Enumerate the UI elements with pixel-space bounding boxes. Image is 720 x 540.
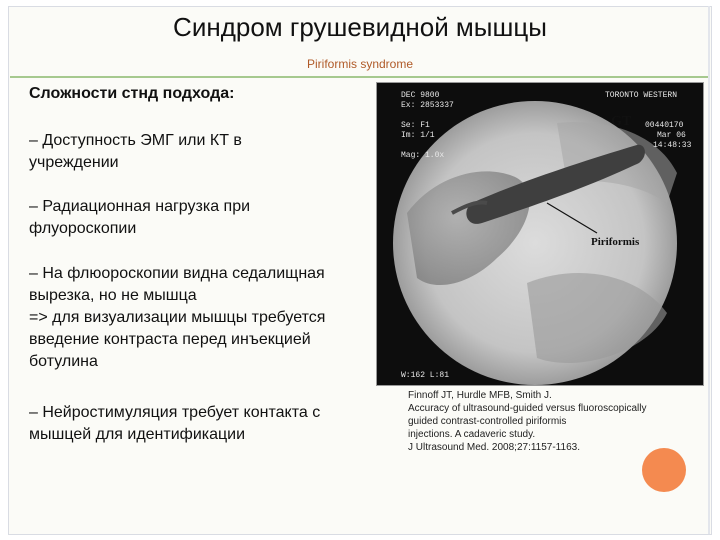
- bullet-line: вырезка, но не мышца: [29, 287, 197, 304]
- bullet-availability: [29, 130, 359, 174]
- bullet-neurostimulation: [29, 402, 384, 446]
- fluoroscopy-image: [376, 82, 704, 386]
- bullet-line: – Доступность ЭМГ или КТ в: [29, 132, 242, 149]
- overlay-window-level: W:162 L:81: [401, 371, 450, 380]
- overlay-text: TORONTO WESTERN: [605, 91, 678, 100]
- overlay-text: 00440170: [645, 121, 684, 130]
- title-divider: [10, 76, 708, 78]
- citation-line: guided contrast-controlled piriformis: [408, 416, 567, 427]
- overlay-text: Im: 1/1: [401, 131, 435, 140]
- bullet-radiation: [29, 196, 359, 240]
- overlay-text: DEC 9800: [401, 91, 440, 100]
- citation-line: J Ultrasound Med. 2008;27:1157-1163.: [408, 442, 580, 453]
- decorative-circle: [642, 448, 686, 492]
- bullet-line: – Нейростимуляция требует контакта с: [29, 404, 321, 421]
- bullet-line: мышцей для идентификации: [29, 426, 246, 443]
- annotation-gt: GT: [611, 114, 632, 129]
- citation: [408, 389, 698, 454]
- overlay-text: 14:48:33: [653, 141, 692, 150]
- bullet-line: – На флюороскопии видна седалищная: [29, 265, 325, 282]
- bullet-line: – Радиационная нагрузка при: [29, 198, 251, 215]
- overlay-text: Mag: 1.0x: [401, 151, 445, 160]
- bullet-line: => для визуализации мышцы требуется: [29, 309, 326, 326]
- citation-line: injections. A cadaveric study.: [408, 429, 536, 440]
- bullet-fluoroscopy: [29, 263, 389, 373]
- right-accent-bar: [708, 6, 710, 534]
- section-heading: Сложности стнд подхода:: [29, 85, 235, 102]
- bullet-line: ботулина: [29, 353, 98, 370]
- bullet-line: флуороскопии: [29, 220, 137, 237]
- overlay-text: Ex: 2853337: [401, 101, 454, 110]
- overlay-text: Mar 06: [657, 131, 686, 140]
- fluoroscopy-svg: [377, 83, 703, 385]
- annotation-piriformis: Piriformis: [591, 236, 640, 248]
- citation-line: Finnoff JT, Hurdle MFB, Smith J.: [408, 390, 552, 401]
- bullet-line: введение контраста перед инъекцией: [29, 331, 311, 348]
- slide-subtitle: Piriformis syndrome: [306, 57, 414, 71]
- bullet-line: учреждении: [29, 154, 119, 171]
- citation-line: Accuracy of ultrasound-guided versus fluoroscopically: [408, 403, 647, 414]
- overlay-text: Se: F1: [401, 121, 430, 130]
- slide-title: Синдром грушевидной мышцы: [173, 12, 547, 42]
